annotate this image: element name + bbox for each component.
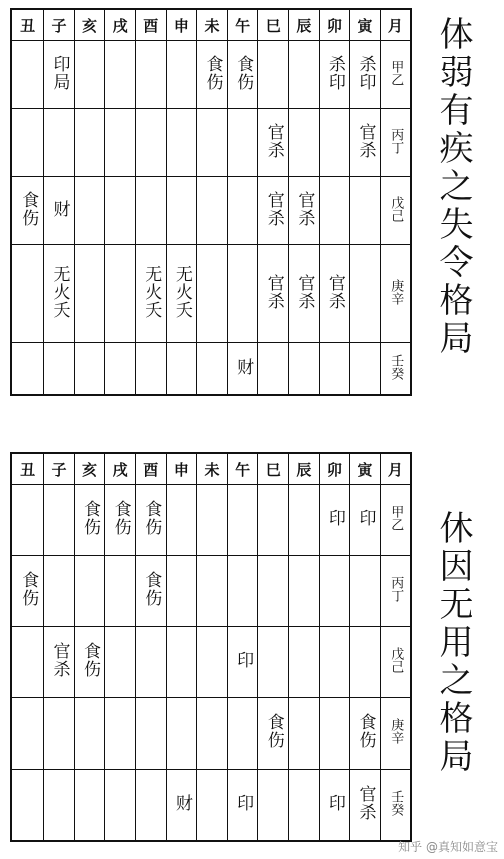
table-cell [74, 41, 105, 109]
header-cell: 卯 [319, 9, 350, 41]
table-cell [166, 343, 197, 395]
table-2 [10, 452, 412, 842]
stem-cell [380, 177, 411, 245]
table-cell [105, 41, 136, 109]
table-cell [105, 769, 136, 841]
table-cell [350, 41, 381, 109]
table-cell [319, 177, 350, 245]
table-cell [11, 343, 44, 395]
cell-text: 印局 [49, 54, 70, 91]
header-cell: 巳 [258, 453, 289, 485]
table-cell [350, 556, 381, 627]
table-cell [166, 485, 197, 556]
cell-text: 杀印 [324, 54, 345, 91]
header-cell: 未 [197, 453, 228, 485]
table-cell [197, 698, 228, 769]
table-cell [350, 109, 381, 177]
cell-text: 无火夭 [171, 264, 192, 319]
table-cell [105, 177, 136, 245]
table-cell [289, 769, 320, 841]
table-cell [289, 41, 320, 109]
header-cell: 戌 [105, 453, 136, 485]
table-cell [135, 41, 166, 109]
table-cell [166, 556, 197, 627]
table-cell [227, 769, 258, 841]
table-cell [350, 177, 381, 245]
table-cell [105, 556, 136, 627]
table-cell [105, 245, 136, 343]
table-cell [197, 627, 228, 698]
table-cell [227, 177, 258, 245]
table-cell [11, 769, 44, 841]
cell-text: 官杀 [294, 273, 315, 310]
table-cell [350, 343, 381, 395]
header-cell: 辰 [289, 9, 320, 41]
table-cell [197, 485, 228, 556]
table-cell [319, 109, 350, 177]
table-cell [44, 109, 75, 177]
stem-cell [380, 109, 411, 177]
stem-label: 戊己 [388, 195, 404, 222]
table-cell [166, 245, 197, 343]
stem-cell [380, 485, 411, 556]
cell-text: 官杀 [263, 122, 284, 159]
cell-text: 印 [324, 793, 345, 812]
table-cell [227, 698, 258, 769]
header-cell: 午 [227, 453, 258, 485]
table-cell [227, 627, 258, 698]
table-cell [135, 109, 166, 177]
table-cell [319, 627, 350, 698]
table-cell [166, 698, 197, 769]
table-cell [289, 177, 320, 245]
table-cell [258, 627, 289, 698]
stem-label: 庚辛 [388, 278, 404, 305]
cell-text: 食伤 [110, 500, 131, 537]
table-cell [44, 41, 75, 109]
table-cell [135, 245, 166, 343]
table-cell [105, 485, 136, 556]
table-cell [105, 343, 136, 395]
cell-text: 官杀 [294, 190, 315, 227]
header-cell: 酉 [135, 9, 166, 41]
table-cell [166, 41, 197, 109]
table-cell [289, 698, 320, 769]
table-cell [258, 698, 289, 769]
header-cell: 亥 [74, 9, 105, 41]
table-cell [227, 343, 258, 395]
table-cell [350, 698, 381, 769]
cell-text: 食伤 [355, 713, 376, 750]
table-cell [44, 245, 75, 343]
table-cell [166, 177, 197, 245]
cell-text: 食伤 [80, 642, 101, 679]
table-cell [289, 109, 320, 177]
table-cell [105, 627, 136, 698]
table-cell [258, 556, 289, 627]
table-row [11, 627, 411, 698]
stem-cell [380, 698, 411, 769]
table-cell [11, 245, 44, 343]
cell-text: 财 [49, 199, 70, 218]
cell-text: 印 [324, 509, 345, 528]
cell-text: 官杀 [355, 122, 376, 159]
header-cell: 子 [44, 9, 75, 41]
header-row [11, 9, 411, 41]
header-cell: 未 [197, 9, 228, 41]
header-cell: 寅 [350, 453, 381, 485]
stem-label: 壬癸 [388, 789, 404, 816]
table-cell [319, 698, 350, 769]
stem-label: 庚辛 [388, 718, 404, 745]
header-cell: 月 [380, 453, 411, 485]
cell-text: 财 [233, 357, 254, 376]
stem-label: 丙丁 [388, 576, 404, 603]
table-row [11, 177, 411, 245]
stem-label: 戊己 [388, 647, 404, 674]
table-row [11, 41, 411, 109]
table-cell [350, 485, 381, 556]
cell-text: 杀印 [355, 54, 376, 91]
cell-text: 食伤 [18, 571, 39, 608]
table-cell [135, 769, 166, 841]
table-cell [11, 177, 44, 245]
cell-text: 食伤 [80, 500, 101, 537]
table-cell [135, 627, 166, 698]
table-cell [258, 343, 289, 395]
header-cell: 辰 [289, 453, 320, 485]
table-cell [197, 177, 228, 245]
table-cell [74, 698, 105, 769]
header-cell: 子 [44, 453, 75, 485]
table-cell [227, 556, 258, 627]
table-cell [74, 556, 105, 627]
table-cell [135, 343, 166, 395]
table-cell [166, 109, 197, 177]
table-cell [74, 177, 105, 245]
header-cell: 申 [166, 9, 197, 41]
cell-text: 官杀 [263, 273, 284, 310]
table-cell [74, 627, 105, 698]
watermark: 知乎 @真知如意宝 [398, 840, 498, 854]
table-cell [227, 245, 258, 343]
stem-cell [380, 769, 411, 841]
table-row [11, 769, 411, 841]
table-cell [289, 343, 320, 395]
cell-text: 无火夭 [141, 264, 162, 319]
table-cell [44, 177, 75, 245]
table-cell [11, 109, 44, 177]
header-cell: 巳 [258, 9, 289, 41]
table-cell [258, 177, 289, 245]
table-cell [197, 41, 228, 109]
header-cell: 寅 [350, 9, 381, 41]
cell-text: 食伤 [141, 571, 162, 608]
table-cell [227, 41, 258, 109]
table-cell [289, 627, 320, 698]
table-cell [135, 177, 166, 245]
table-cell [350, 245, 381, 343]
cell-text: 官杀 [263, 190, 284, 227]
header-cell: 申 [166, 453, 197, 485]
table-cell [197, 109, 228, 177]
table-cell [44, 556, 75, 627]
table-cell [135, 556, 166, 627]
cell-text: 食伤 [18, 190, 39, 227]
table-cell [350, 769, 381, 841]
table-cell [135, 698, 166, 769]
table-cell [319, 556, 350, 627]
cell-text: 印 [233, 793, 254, 812]
table-cell [319, 485, 350, 556]
table-cell [11, 627, 44, 698]
header-cell: 戌 [105, 9, 136, 41]
cell-text: 官杀 [324, 273, 345, 310]
table-row [11, 556, 411, 627]
table-cell [44, 698, 75, 769]
header-cell: 月 [380, 9, 411, 41]
table-cell [227, 109, 258, 177]
header-cell: 酉 [135, 453, 166, 485]
stem-label: 丙丁 [388, 127, 404, 154]
table-cell [197, 245, 228, 343]
table-cell [289, 485, 320, 556]
stem-cell [380, 556, 411, 627]
header-row [11, 453, 411, 485]
table-cell [197, 556, 228, 627]
table-cell [258, 245, 289, 343]
header-cell: 午 [227, 9, 258, 41]
stem-label: 甲乙 [388, 59, 404, 86]
header-cell: 亥 [74, 453, 105, 485]
table-cell [74, 109, 105, 177]
cell-text: 食伤 [233, 54, 254, 91]
table-cell [319, 245, 350, 343]
header-cell: 丑 [11, 453, 44, 485]
table-cell [319, 769, 350, 841]
table-cell [289, 556, 320, 627]
table-cell [258, 485, 289, 556]
cell-text: 印 [233, 651, 254, 670]
stem-cell [380, 245, 411, 343]
table-cell [258, 41, 289, 109]
cell-text: 无火夭 [49, 264, 70, 319]
table-cell [135, 485, 166, 556]
cell-text: 财 [171, 793, 192, 812]
table-cell [105, 109, 136, 177]
table-row [11, 485, 411, 556]
stem-cell [380, 41, 411, 109]
stem-label: 壬癸 [388, 353, 404, 380]
cell-text: 食伤 [141, 500, 162, 537]
table-cell [74, 245, 105, 343]
table-cell [74, 769, 105, 841]
cell-text: 印 [355, 509, 376, 528]
table-cell [227, 485, 258, 556]
table-cell [350, 627, 381, 698]
table-cell [258, 769, 289, 841]
table-cell [166, 769, 197, 841]
cell-text: 食伤 [202, 54, 223, 91]
stem-label: 甲乙 [388, 505, 404, 532]
table-cell [319, 41, 350, 109]
table-cell [74, 485, 105, 556]
table-cell [44, 343, 75, 395]
header-cell: 卯 [319, 453, 350, 485]
table-cell [258, 109, 289, 177]
table-1 [10, 8, 412, 396]
stem-cell [380, 343, 411, 395]
stem-cell [380, 627, 411, 698]
table-cell [105, 698, 136, 769]
cell-text: 官杀 [49, 642, 70, 679]
cell-text: 官杀 [355, 784, 376, 821]
table-cell [44, 627, 75, 698]
table-cell [44, 769, 75, 841]
table-1-title: 体弱有疾之失令格局 [433, 16, 473, 358]
table-row [11, 343, 411, 395]
table-cell [11, 41, 44, 109]
header-cell: 丑 [11, 9, 44, 41]
table-cell [319, 343, 350, 395]
table-cell [11, 698, 44, 769]
table-cell [289, 245, 320, 343]
table-cell [197, 343, 228, 395]
table-row [11, 245, 411, 343]
table-row [11, 109, 411, 177]
table-cell [11, 556, 44, 627]
cell-text: 食伤 [263, 713, 284, 750]
table-cell [11, 485, 44, 556]
table-cell [74, 343, 105, 395]
table-cell [166, 627, 197, 698]
table-2-title: 休因无用之格局 [433, 510, 473, 776]
table-row [11, 698, 411, 769]
table-cell [44, 485, 75, 556]
table-cell [197, 769, 228, 841]
